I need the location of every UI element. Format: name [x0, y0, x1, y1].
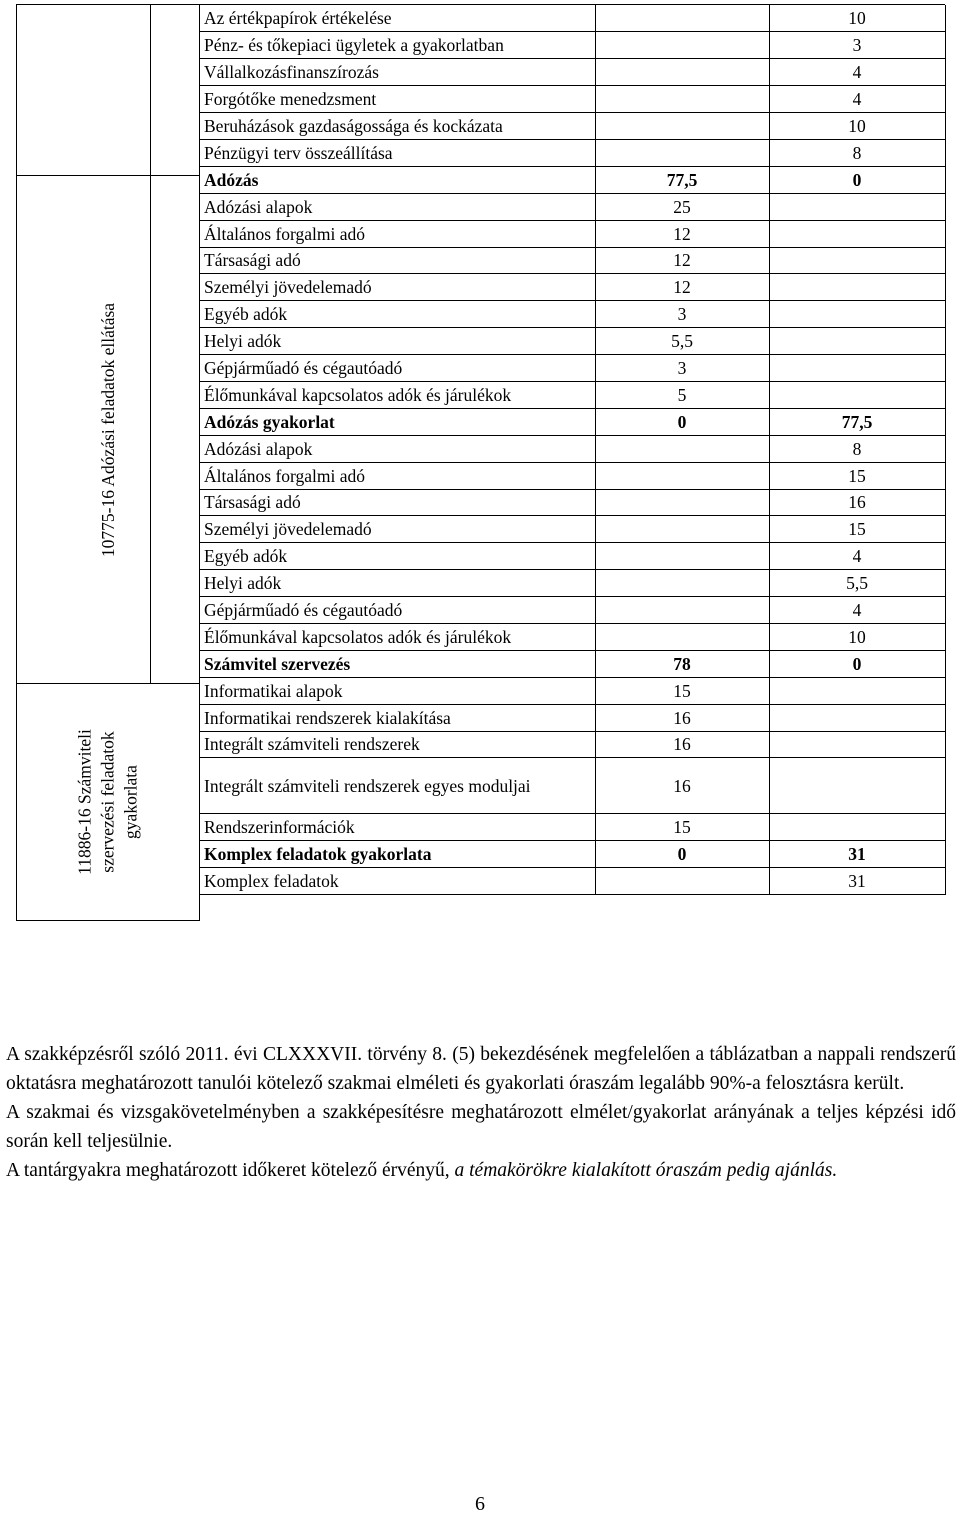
subject-name: Komplex feladatok	[200, 868, 595, 895]
subjects-table	[200, 5, 946, 895]
practice-hours	[769, 193, 945, 220]
subject-name: Személyi jövedelemadó	[200, 516, 595, 543]
practice-hours	[769, 301, 945, 328]
subject-name: Társasági adó	[200, 489, 595, 516]
theory-hours: 16	[595, 704, 769, 731]
module-label-cell	[17, 684, 200, 921]
theory-hours: 5	[595, 381, 769, 408]
practice-hours: 77,5	[769, 408, 945, 435]
practice-hours: 0	[769, 166, 945, 193]
table-row	[200, 814, 945, 841]
theory-hours	[595, 5, 769, 32]
theory-hours: 5,5	[595, 328, 769, 355]
subject-name: Gépjárműadó és cégautóadó	[200, 355, 595, 382]
subject-name: Pénzügyi terv összeállítása	[200, 139, 595, 166]
subject-name: Beruházások gazdaságossága és kockázata	[200, 113, 595, 140]
theory-hours: 3	[595, 355, 769, 382]
practice-hours: 31	[769, 841, 945, 868]
subject-name: Adózás	[200, 166, 595, 193]
table-row	[200, 516, 945, 543]
theory-hours	[595, 462, 769, 489]
theory-hours: 15	[595, 677, 769, 704]
theory-hours: 25	[595, 193, 769, 220]
table-row	[200, 650, 945, 677]
practice-hours	[769, 220, 945, 247]
subject-name: Élőmunkával kapcsolatos adók és járulékok	[200, 381, 595, 408]
table-row	[200, 623, 945, 650]
table-row	[200, 139, 945, 166]
theory-hours	[595, 623, 769, 650]
table-row	[200, 113, 945, 140]
table-row	[200, 220, 945, 247]
subject-name: Általános forgalmi adó	[200, 220, 595, 247]
table-row	[200, 355, 945, 382]
practice-hours	[769, 731, 945, 758]
subject-name: Komplex feladatok gyakorlata	[200, 841, 595, 868]
theory-hours	[595, 868, 769, 895]
table-row	[200, 704, 945, 731]
subject-name: Társasági adó	[200, 247, 595, 274]
theory-hours	[595, 86, 769, 113]
table-row	[200, 758, 945, 814]
note-paragraph-2: A szakmai és vizsgakövetelményben a szakképesítésre meghatározott elmélet/gyakorlat arányának a teljes képzési idő során kell teljesülnie.	[6, 1102, 956, 1152]
practice-hours: 16	[769, 489, 945, 516]
module-label-cell	[17, 176, 200, 684]
practice-hours	[769, 677, 945, 704]
practice-hours: 0	[769, 650, 945, 677]
table-row	[200, 301, 945, 328]
table-row	[200, 86, 945, 113]
table-row	[200, 5, 945, 32]
practice-hours	[769, 758, 945, 814]
practice-hours	[769, 274, 945, 301]
table-row	[200, 731, 945, 758]
theory-hours	[595, 570, 769, 597]
table-row	[200, 328, 945, 355]
module-label-szamvitel: 11886-16 Számviteli szervezési feladatok gyakorlata	[74, 729, 141, 875]
practice-hours	[769, 704, 945, 731]
theory-hours: 12	[595, 220, 769, 247]
table-row	[200, 166, 945, 193]
subject-name: Adózás gyakorlat	[200, 408, 595, 435]
table-row	[200, 32, 945, 59]
subject-name: Számvitel szervezés	[200, 650, 595, 677]
practice-hours: 15	[769, 462, 945, 489]
subject-name: Rendszerinformációk	[200, 814, 595, 841]
subject-name: Helyi adók	[200, 328, 595, 355]
theory-hours	[595, 59, 769, 86]
subject-name: Egyéb adók	[200, 543, 595, 570]
theory-hours: 78	[595, 650, 769, 677]
subject-name: Helyi adók	[200, 570, 595, 597]
practice-hours: 4	[769, 543, 945, 570]
practice-hours	[769, 328, 945, 355]
practice-hours: 31	[769, 868, 945, 895]
theory-hours	[595, 543, 769, 570]
subject-name: Informatikai alapok	[200, 677, 595, 704]
theory-hours: 77,5	[595, 166, 769, 193]
theory-hours	[595, 516, 769, 543]
blank-cell	[17, 5, 151, 176]
theory-hours: 15	[595, 814, 769, 841]
table-row	[200, 274, 945, 301]
practice-hours: 4	[769, 597, 945, 624]
subject-name: Integrált számviteli rendszerek egyes moduljai	[200, 758, 595, 814]
table-row	[200, 570, 945, 597]
theory-hours	[595, 489, 769, 516]
theory-hours: 16	[595, 758, 769, 814]
module-label-adozas: 10775-16 Adózási feladatok ellátása	[98, 302, 118, 557]
subject-name: Forgótőke menedzsment	[200, 86, 595, 113]
practice-hours	[769, 814, 945, 841]
practice-hours: 3	[769, 32, 945, 59]
blank-cell	[151, 5, 200, 176]
table-row	[200, 408, 945, 435]
note-paragraph-3: A tantárgyakra meghatározott időkeret kötelező érvényű, a témakörökre kialakított óraszám pedig ajánlás.	[6, 1160, 838, 1181]
practice-hours	[769, 381, 945, 408]
practice-hours: 4	[769, 59, 945, 86]
theory-hours	[595, 597, 769, 624]
table-row	[200, 868, 945, 895]
subject-name: Az értékpapírok értékelése	[200, 5, 595, 32]
subject-name: Adózási alapok	[200, 435, 595, 462]
table-row	[200, 597, 945, 624]
theory-hours	[595, 113, 769, 140]
practice-hours: 8	[769, 139, 945, 166]
subject-name: Élőmunkával kapcsolatos adók és járulékok	[200, 623, 595, 650]
table-row	[200, 462, 945, 489]
theory-hours: 12	[595, 274, 769, 301]
practice-hours: 10	[769, 113, 945, 140]
subject-name: Vállalkozásfinanszírozás	[200, 59, 595, 86]
theory-hours	[595, 32, 769, 59]
subject-name: Gépjárműadó és cégautóadó	[200, 597, 595, 624]
table-row	[200, 381, 945, 408]
subject-name: Integrált számviteli rendszerek	[200, 731, 595, 758]
practice-hours: 4	[769, 86, 945, 113]
table-row	[200, 677, 945, 704]
note-paragraph-1: A szakképzésről szóló 2011. évi CLXXXVII. törvény 8. (5) bekezdésének megfelelően a táblázatban a nappali rendszerű oktatásra meghatározott tanulói kötelező szakmai elméleti és gyakorlati óraszám legalább 90%-a felosztásra került.	[6, 1044, 956, 1094]
practice-hours	[769, 355, 945, 382]
theory-hours: 16	[595, 731, 769, 758]
practice-hours	[769, 247, 945, 274]
page-number: 6	[475, 1493, 485, 1515]
curriculum-table	[16, 4, 945, 921]
subject-name: Személyi jövedelemadó	[200, 274, 595, 301]
table-row	[200, 59, 945, 86]
theory-hours: 12	[595, 247, 769, 274]
notes-text	[6, 1040, 956, 1185]
table-row	[200, 247, 945, 274]
practice-hours: 15	[769, 516, 945, 543]
table-row	[200, 489, 945, 516]
theory-hours: 0	[595, 841, 769, 868]
theory-hours	[595, 139, 769, 166]
subject-name: Általános forgalmi adó	[200, 462, 595, 489]
theory-hours	[595, 435, 769, 462]
subject-name: Egyéb adók	[200, 301, 595, 328]
table-row	[200, 435, 945, 462]
practice-hours: 5,5	[769, 570, 945, 597]
subject-name: Informatikai rendszerek kialakítása	[200, 704, 595, 731]
subject-name: Adózási alapok	[200, 193, 595, 220]
practice-hours: 10	[769, 623, 945, 650]
table-row	[200, 543, 945, 570]
practice-hours: 8	[769, 435, 945, 462]
table-row	[200, 193, 945, 220]
subject-name: Pénz- és tőkepiaci ügyletek a gyakorlatban	[200, 32, 595, 59]
theory-hours: 0	[595, 408, 769, 435]
theory-hours: 3	[595, 301, 769, 328]
table-row	[200, 841, 945, 868]
practice-hours: 10	[769, 5, 945, 32]
